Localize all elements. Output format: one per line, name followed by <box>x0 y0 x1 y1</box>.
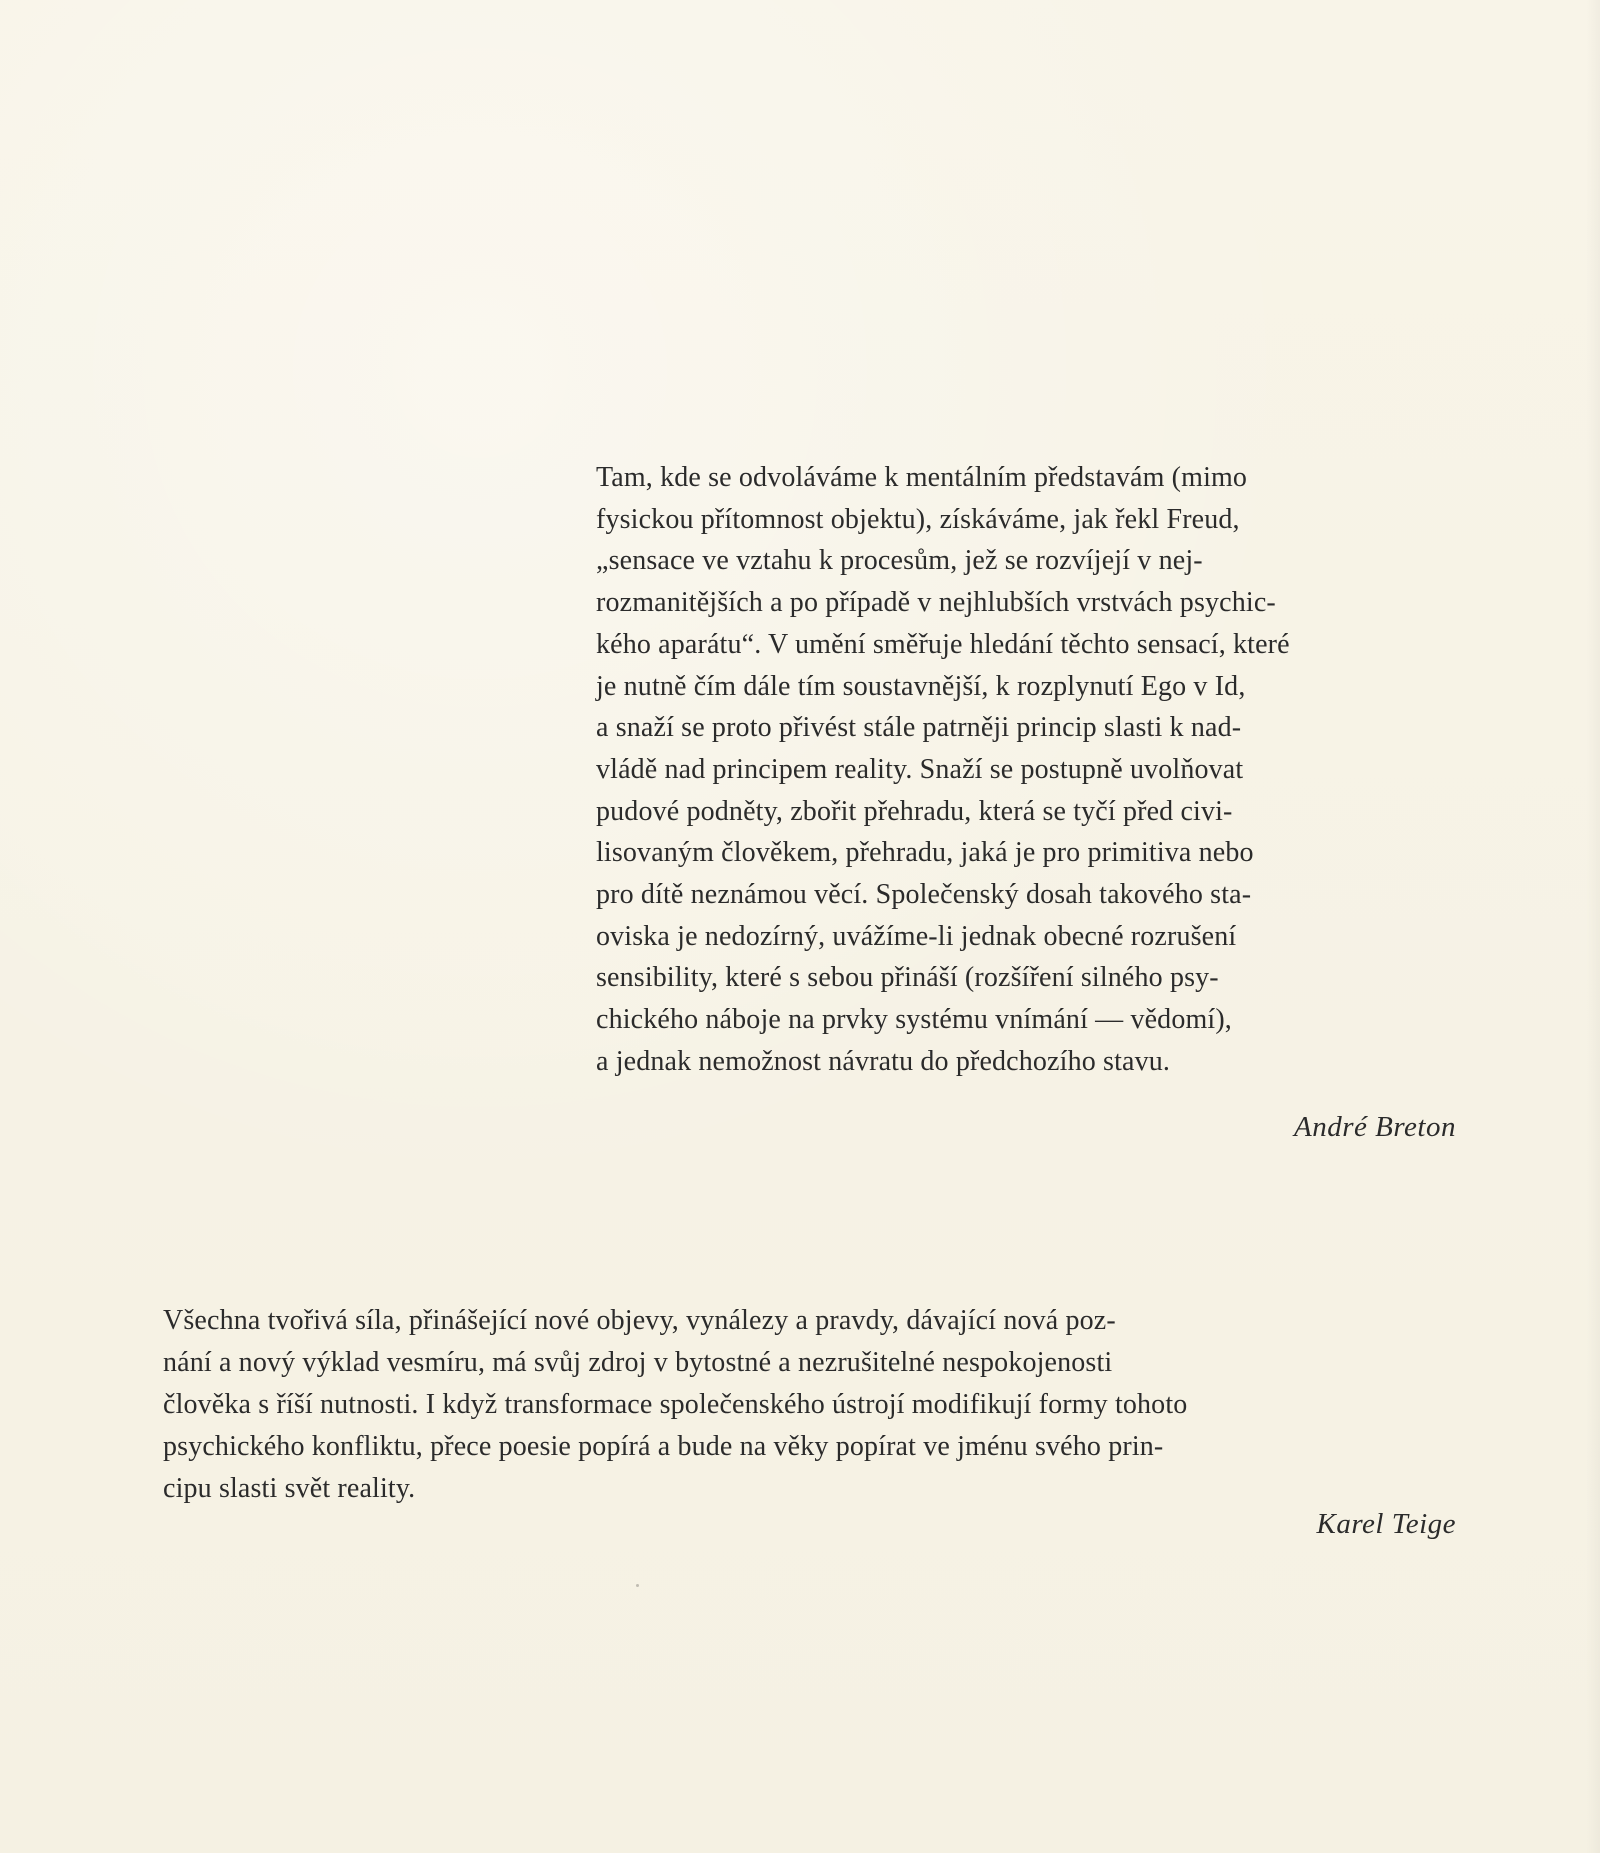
quote-breton-text: Tam, kde se odvoláváme k mentálním představám (mimo fysickou přítomnost objektu), získáváme, jak řekl Freud, „sensace ve vztahu k procesům, jež se rozvíjejí v nej- rozmanitějších a po případě v nejhlubších vrstvách psychic- kého aparátu“. V umění směřuje hledání těchto sensací, které je nutně čím dále tím soustavnější, k rozplynutí Ego v Id, a snaží se proto přivést stále patrněji princip slasti k nad- vládě nad principem reality. Snaží se postupně uvolňovat pudové podněty, zbořit přehradu, která se tyčí před civi- lisovaným člověkem, přehradu, jaká je pro primitiva nebo pro dítě neznámou věcí. Společenský dosah takového sta- oviska je nedozírný, uvážíme-li jednak obecné rozrušení sensibility, které s sebou přináší (rozšíření silného psy- chického náboje na prvky systému vnímání — vědomí), a jednak nemožnost návratu do předchozího stavu. <box>596 462 1290 1077</box>
page-edge-shadow <box>1586 0 1600 1853</box>
quote-teige <box>163 1300 1457 1510</box>
quote-teige-text: Všechna tvořivá síla, přinášející nové objevy, vynálezy a pravdy, dávající nová poz- nání a nový výklad vesmíru, má svůj zdroj v bytostné a nezrušitelné nespokojenosti člověka s říší nutnosti. I když transformace společenského ústrojí modifikují formy tohoto psychického konfliktu, přece poesie popírá a bude na věky popírat ve jménu svého prin- cipu slasti svět reality. <box>163 1305 1188 1504</box>
quote-breton-author: André Breton <box>1294 1111 1456 1143</box>
paper-speck <box>636 1584 639 1587</box>
quote-breton <box>596 457 1456 1083</box>
quote-teige-author: Karel Teige <box>1316 1508 1456 1540</box>
